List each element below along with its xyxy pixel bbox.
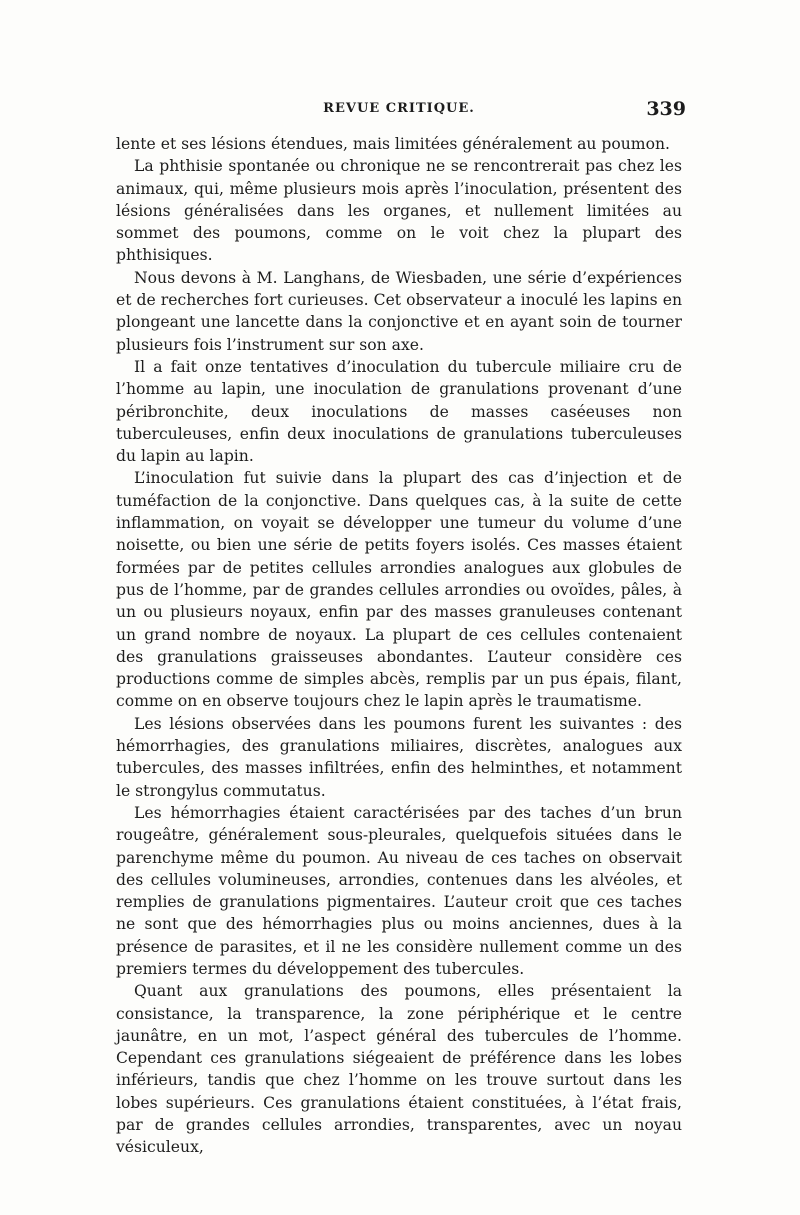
- paragraph: Les lésions observées dans les poumons furent les suivantes : des hémorrhagies, des granulations miliaires, discrètes, analogues aux tubercules, des masses infiltrées, enfin des helminthes, et notamment le strongylus commutatus.: [116, 714, 682, 800]
- paragraph: L’inoculation fut suivie dans la plupart des cas d’injection et de tuméfaction de la conjonctive. Dans quelques cas, à la suite de cette inflammation, on voyait se développer une tumeur du volume d’une noisette, ou bien une série de petits foyers isolés. Ces masses étaient formées par de petites cellules arrondies analogues aux globules de pus de l’homme, par de grandes cellules arrondies ou ovoïdes, pâles, à un ou plusieurs noyaux, enfin par des masses granuleuses contenant un grand nombre de noyaux. La plupart de ces cellules contenaient des granulations graisseuses abondantes. L’auteur considère ces productions comme de simples abcès, remplis par un pus épais, filant, comme on en observe toujours chez le lapin après le traumatisme.: [116, 469, 682, 711]
- paragraph: Il a fait onze tentatives d’inoculation du tubercule miliaire cru de l’homme au lapin, une inoculation de granulations provenant d’une péribronchite, deux inoculations de masses caséeuses non tuberculeuses, enfin deux inoculations de granulations tuberculeuses du lapin au lapin.: [116, 357, 682, 466]
- paragraph: La phthisie spontanée ou chronique ne se rencontrerait pas chez les animaux, qui, même plusieurs mois après l’inoculation, présentent des lésions généralisées dans les organes, et nullement limitées au sommet des poumons, comme on le voit chez la plupart des phthisiques.: [116, 157, 682, 265]
- running-title: REVUE CRITIQUE.: [323, 101, 475, 116]
- paragraph: Nous devons à M. Langhans, de Wiesbaden, une série d’expériences et de recherches fort curieuses. Cet observateur a inoculé les lapins en plongeant une lancette dans la conjonctive et en ayant soin de tourner plusieurs fois l’instrument sur son axe.: [116, 268, 682, 354]
- paragraph: Les hémorrhagies étaient caractérisées par des taches d’un brun rougeâtre, généralement sous-pleurales, quelquefois situées dans le parenchyme même du poumon. Au niveau de ces taches on observait des cellules volumineuses, arrondies, contenues dans les alvéoles, et remplies de granulations pigmentaires. L’auteur croit que ces taches ne sont que des hémorrhagies plus ou moins anciennes, dues à la présence de parasites, et il ne les considère nullement comme un des premiers termes du développement des tubercules.: [116, 803, 682, 978]
- body-text: [116, 133, 682, 1159]
- page-number: 339: [646, 98, 686, 120]
- paragraph: Quant aux granulations des poumons, elles présentaient la consistance, la transparence, la zone périphérique et le centre jaunâtre, en un mot, l’aspect général des tubercules de l’homme. Cependant ces granulations siégeaient de préférence dans les lobes inférieurs, tandis que chez l’homme on les trouve surtout dans les lobes supérieurs. Ces granulations étaient constituées, à l’état frais, par de grandes cellules arrondies, transparentes, avec un noyau vésiculeux,: [116, 982, 682, 1157]
- paragraph: lente et ses lésions étendues, mais limitées généralement au poumon.: [116, 135, 670, 153]
- running-head: [116, 98, 686, 124]
